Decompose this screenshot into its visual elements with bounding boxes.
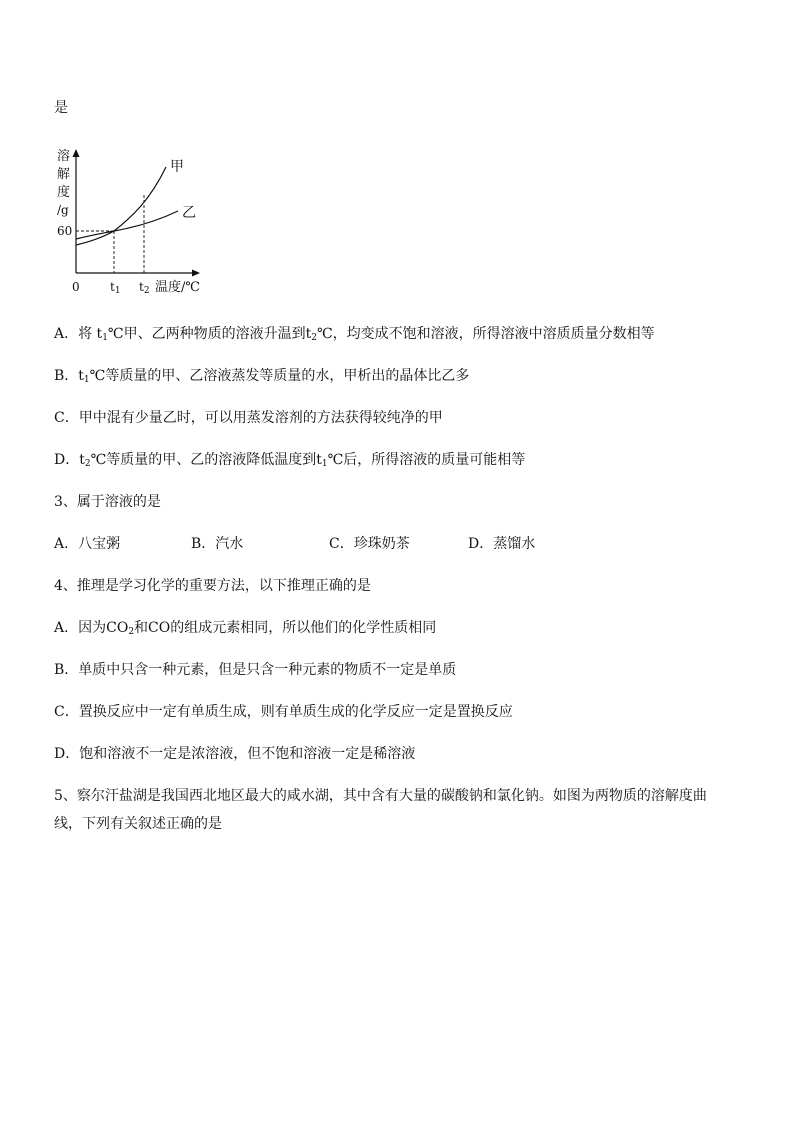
x-tick-t2: t xyxy=(139,280,144,294)
q3-option-b: B．汽水 xyxy=(191,536,244,552)
q3-option-d: D．蒸馏水 xyxy=(468,536,536,552)
q4-stem: 4、推理是学习化学的重要方法，以下推理正确的是 xyxy=(54,578,371,594)
x-axis-arrow xyxy=(192,270,200,277)
intro-fragment: 是 xyxy=(54,100,68,116)
origin-label: 0 xyxy=(72,280,80,294)
curve-yi-label: 乙 xyxy=(182,205,196,221)
q2-option-a-sub-1: 1 xyxy=(102,333,108,343)
q2-option-d-text-3: ℃后，所得溶液的质量可能相等 xyxy=(327,452,526,468)
q3-stem: 3、属于溶液的是 xyxy=(54,494,161,510)
q4-option-a-sub-1: 2 xyxy=(128,627,135,637)
q4-option-a-text-1: A．因为CO xyxy=(54,620,129,636)
curve-jia-label: 甲 xyxy=(170,159,184,175)
curve-yi xyxy=(76,211,178,239)
q3-options xyxy=(54,534,754,554)
q2-option-a xyxy=(54,324,655,344)
x-tick-t1-sub: 1 xyxy=(114,286,121,295)
q2-option-b-sub-1: 1 xyxy=(83,375,90,385)
q2-option-c: C．甲中混有少量乙时，可以用蒸发溶剂的方法获得较纯净的甲 xyxy=(54,410,443,426)
q2-option-a-text-3: ℃，均变成不饱和溶液，所得溶液中溶质质量分数相等 xyxy=(316,326,655,342)
q3-option-a: A．八宝粥 xyxy=(54,536,121,552)
q2-option-a-text-2: ℃甲、乙两种物质的溶液升温到t xyxy=(107,326,312,342)
x-tick-t1: t xyxy=(110,280,115,294)
q2-option-a-sub-2: 2 xyxy=(311,333,317,343)
y-label-char-3: 度 xyxy=(57,185,71,200)
q2-option-b-text-2: ℃等质量的甲、乙溶液蒸发等质量的水，甲析出的晶体比乙多 xyxy=(89,368,470,384)
q2-option-d-sub-1: 2 xyxy=(84,459,91,469)
q2-option-d-text-2: ℃等质量的甲、乙的溶液降低温度到t xyxy=(90,452,322,468)
q2-option-d xyxy=(54,450,525,470)
q2-option-d-sub-2: 1 xyxy=(321,459,328,469)
svg-text:t2 xyxy=(139,280,150,295)
y-label-char-2: 解 xyxy=(57,167,71,182)
y-axis-arrow xyxy=(73,149,80,157)
q2-option-a-text-1: A．将 t xyxy=(54,326,103,342)
y-tick-60: 60 xyxy=(57,224,73,238)
q4-option-a-text-2: 和CO的组成元素相同，所以他们的化学性质相同 xyxy=(134,620,437,636)
q2-option-b xyxy=(54,366,469,386)
q4-option-d: D．饱和溶液不一定是浓溶液，但不饱和溶液一定是稀溶液 xyxy=(54,746,416,762)
q4-option-b: B．单质中只含一种元素，但是只含一种元素的物质不一定是单质 xyxy=(54,662,457,678)
y-label-char-4: /g xyxy=(57,203,69,217)
q3-option-c: C．珍珠奶茶 xyxy=(329,536,410,552)
q5-stem-line-2: 线，下列有关叙述正确的是 xyxy=(54,816,222,832)
svg-text:t1 xyxy=(110,280,121,295)
q2-option-b-text-1: B．t xyxy=(54,368,84,384)
curve-jia xyxy=(76,167,166,245)
q4-option-a xyxy=(54,618,436,638)
solubility-graph xyxy=(52,145,212,295)
q5-stem-line-1: 5、察尔汗盐湖是我国西北地区最大的咸水湖，其中含有大量的碳酸钠和氯化钠。如图为两物质的溶解度曲 xyxy=(54,788,707,804)
q4-option-c: C．置换反应中一定有单质生成，则有单质生成的化学反应一定是置换反应 xyxy=(54,704,513,720)
q2-option-d-text-1: D．t xyxy=(54,452,85,468)
x-tick-t2-sub: 2 xyxy=(143,286,150,295)
y-label-char-1: 溶 xyxy=(57,149,71,164)
x-axis-label: 温度/℃ xyxy=(155,280,200,295)
